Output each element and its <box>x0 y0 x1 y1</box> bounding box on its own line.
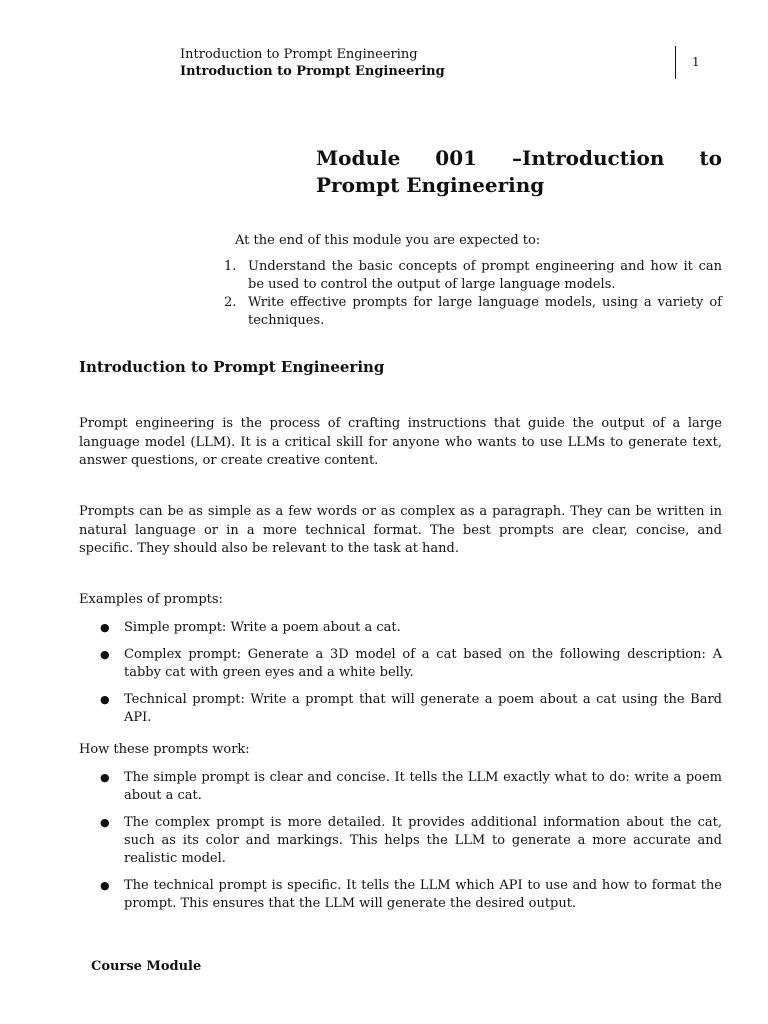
bullet-icon: ● <box>100 621 110 634</box>
list-item-text: Simple prompt: Write a poem about a cat. <box>124 620 401 635</box>
objective-item <box>224 258 722 294</box>
bullet-icon: ● <box>100 816 110 829</box>
objective-number: 1. <box>224 259 237 274</box>
list-item <box>100 619 722 637</box>
paragraph: Prompts can be as simple as a few words or as complex as a paragraph. They can be written in natural language or in a more technical format. The best prompts are clear, concise, and specific. They should also be relevant to the task at hand. <box>79 504 722 556</box>
objective-text: Understand the basic concepts of prompt engineering and how it can be used to control the output of large language models. <box>248 259 722 292</box>
list-item-text: Complex prompt: Generate a 3D model of a cat based on the following description: A tabby cat with green eyes and a white belly. <box>124 647 722 680</box>
bullet-icon: ● <box>100 648 110 661</box>
list-item <box>100 877 722 913</box>
how-it-works-list <box>100 769 722 922</box>
bullet-icon: ● <box>100 693 110 706</box>
objectives-intro: At the end of this module you are expected to: <box>235 233 541 248</box>
paragraph: Prompt engineering is the process of crafting instructions that guide the output of a large language model (LLM). It is a critical skill for anyone who wants to use LLMs to generate text, answer questions, or create creative content. <box>79 416 722 468</box>
bullet-icon: ● <box>100 771 110 784</box>
learning-objectives <box>224 232 722 330</box>
objective-text: Write effective prompts for large language models, using a variety of techniques. <box>248 295 722 328</box>
examples-list <box>100 619 722 736</box>
header-title: Introduction to Prompt Engineering <box>180 47 418 62</box>
objective-number: 2. <box>224 295 237 310</box>
list-item <box>100 769 722 805</box>
list-item <box>100 646 722 682</box>
list-item <box>100 691 722 727</box>
list-item-text: The technical prompt is specific. It tells the LLM which API to use and how to format the prompt. This ensures that the LLM will generate the desired output. <box>124 878 722 911</box>
objectives-list <box>224 258 722 330</box>
bullet-icon: ● <box>100 879 110 892</box>
list-item-text: The complex prompt is more detailed. It provides additional information about the cat, such as its color and markings. This helps the LLM to generate a more accurate and realistic model. <box>124 815 722 866</box>
header-subtitle: Introduction to Prompt Engineering <box>180 64 445 79</box>
how-it-works-label: How these prompts work: <box>79 742 250 757</box>
running-header <box>180 46 445 80</box>
page-number: 1 <box>692 55 700 69</box>
page-number-divider <box>675 46 676 79</box>
list-item-text: The simple prompt is clear and concise. It tells the LLM exactly what to do: write a poem about a cat. <box>124 770 722 803</box>
objective-item <box>224 294 722 330</box>
footer-label: Course Module <box>91 959 202 974</box>
section-heading: Introduction to Prompt Engineering <box>79 358 385 376</box>
list-item-text: Technical prompt: Write a prompt that will generate a poem about a cat using the Bard API. <box>124 692 722 725</box>
examples-label: Examples of prompts: <box>79 592 223 607</box>
module-title: Module 001 –Introduction to Prompt Engineering <box>316 146 722 197</box>
list-item <box>100 814 722 868</box>
